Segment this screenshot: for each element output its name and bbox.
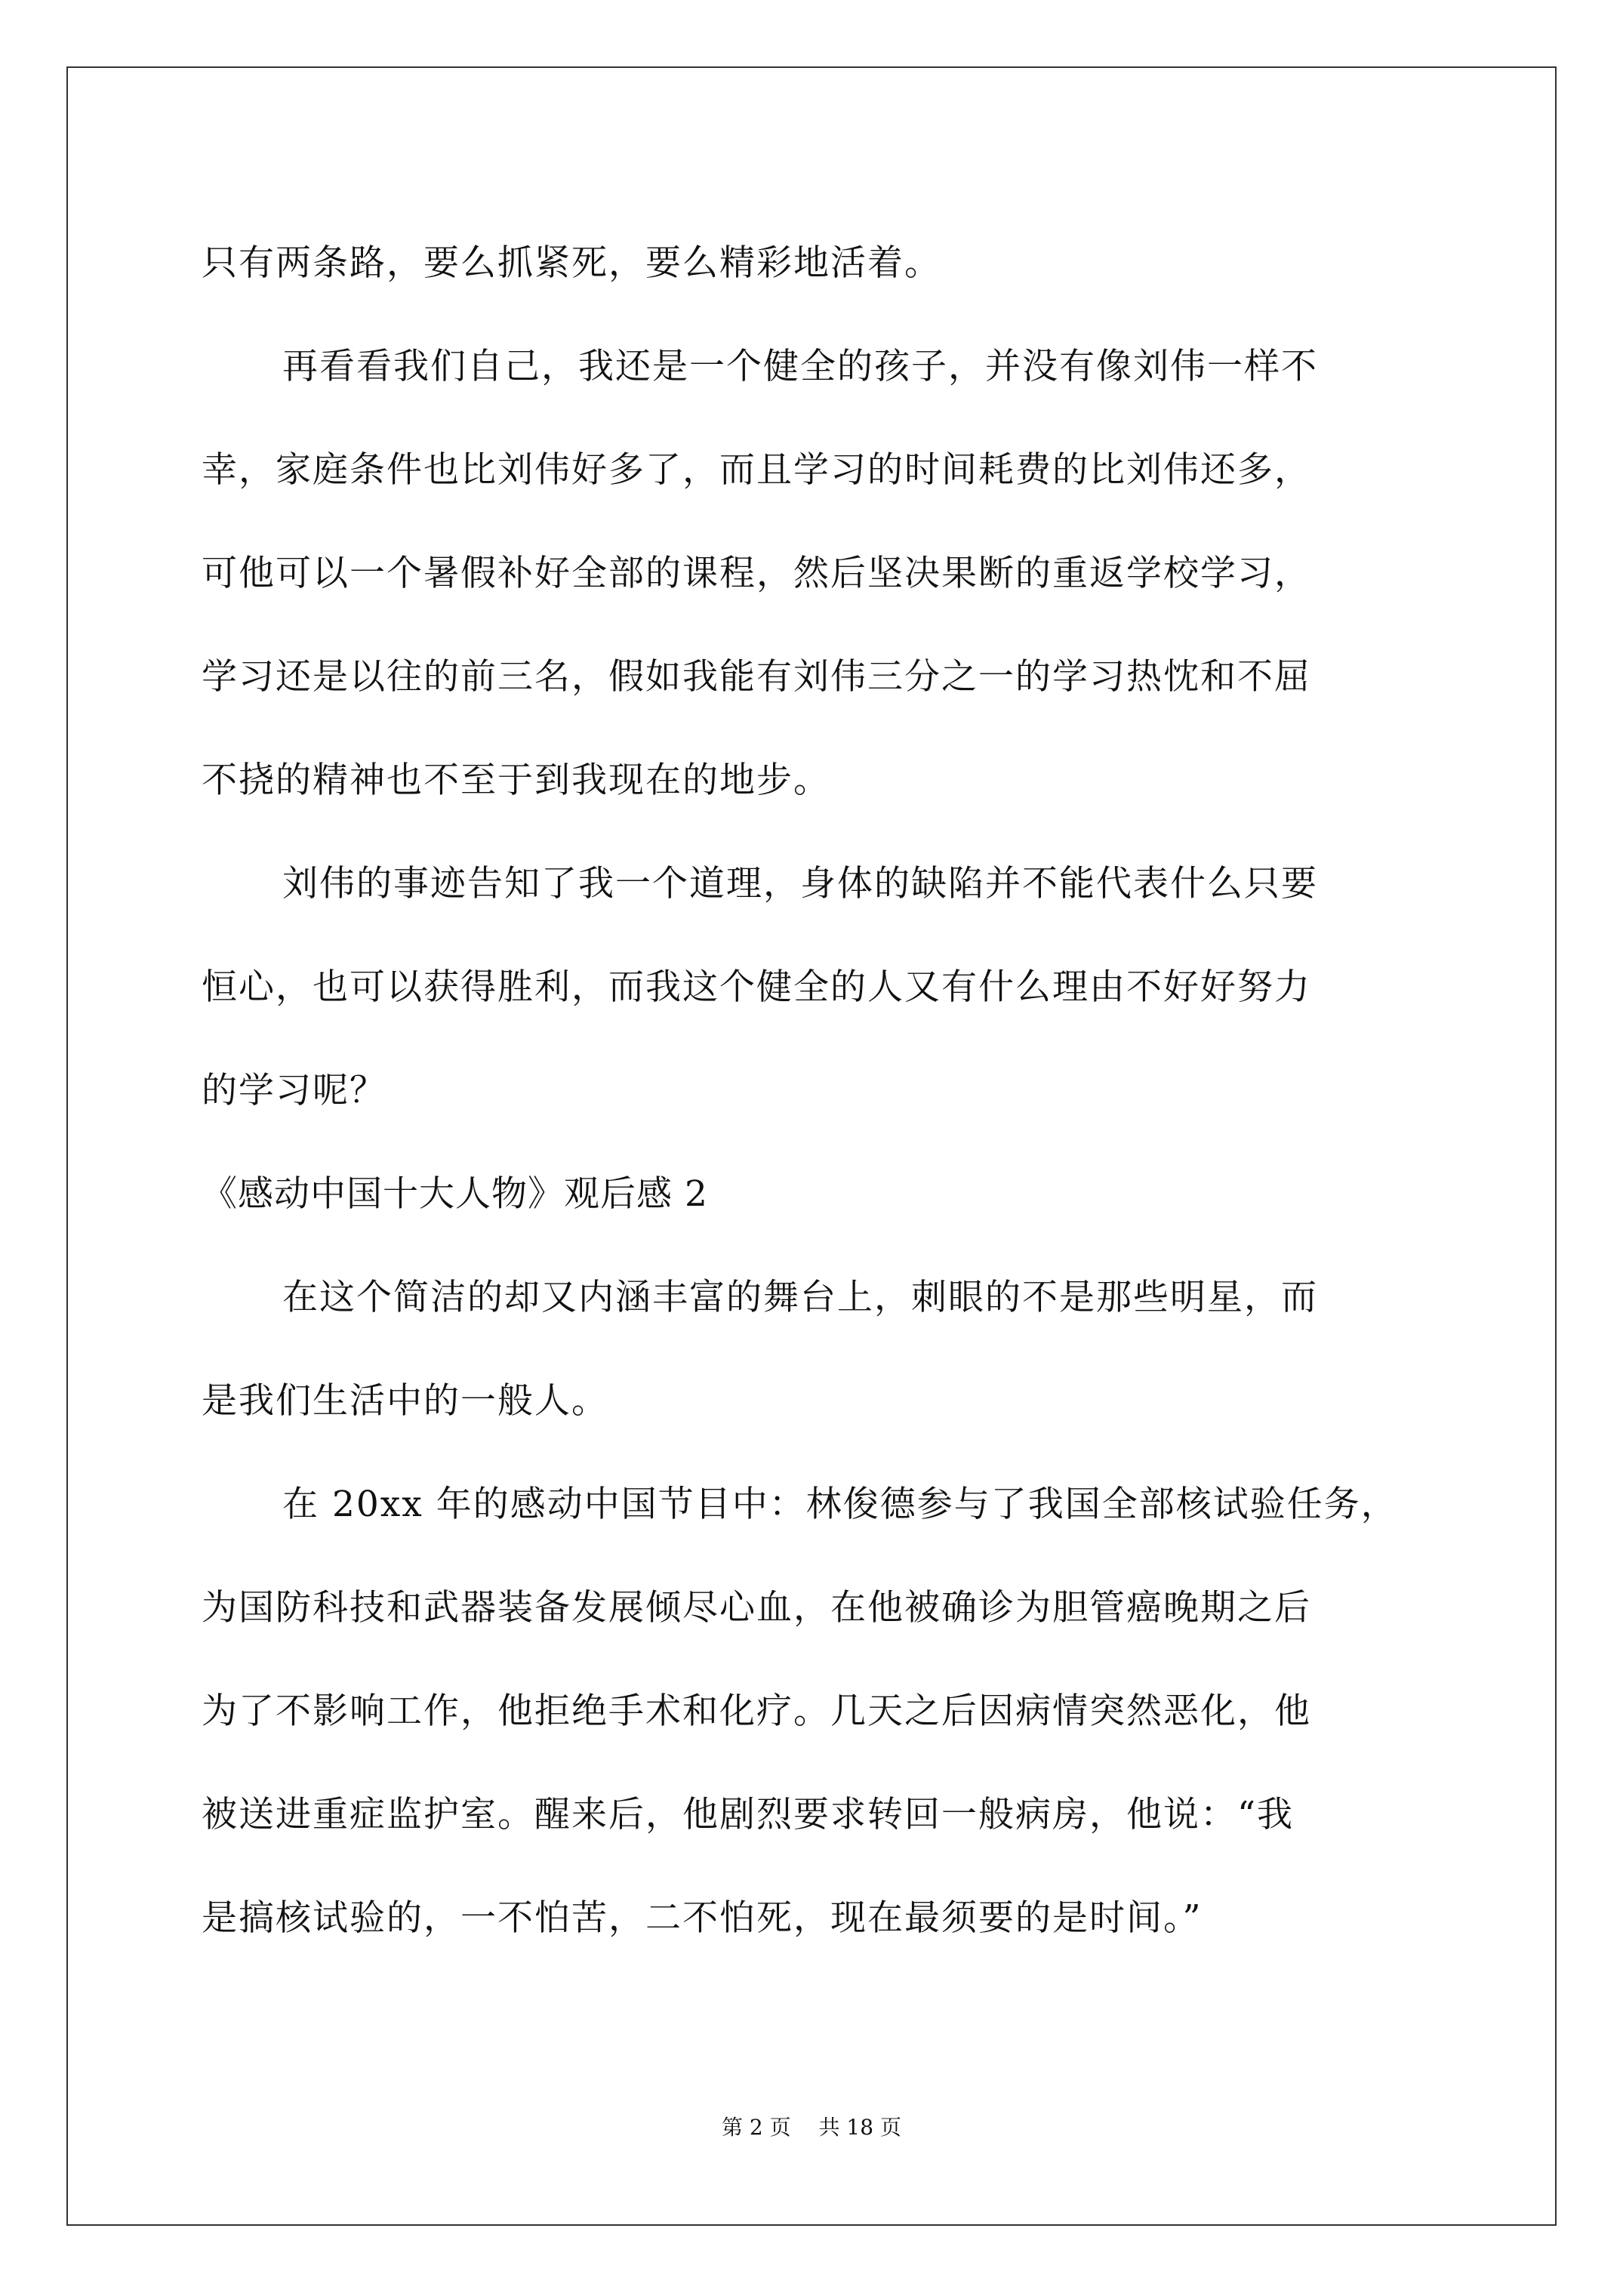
paragraph-line: 是我们生活中的一般人。 (202, 1380, 608, 1422)
section-heading: 《感动中国十大人物》观后感 2 (202, 1173, 708, 1215)
paragraph-line: 再看看我们自己，我还是一个健全的孩子，并没有像刘伟一样不 (282, 346, 1318, 387)
paragraph-line: 是搞核试验的，一不怕苦，二不怕死，现在最须要的是时间。” (202, 1897, 1203, 1939)
document-body (202, 211, 1434, 1970)
paragraph-line: 在 20xx 年的感动中国节目中：林俊德参与了我国全部核试验任务， (282, 1484, 1398, 1525)
paragraph-line: 幸，家庭条件也比刘伟好多了，而且学习的时间耗费的比刘伟还多， (202, 449, 1311, 491)
paragraph-line: 被送进重症监护室。醒来后，他剧烈要求转回一般病房，他说：“我 (202, 1794, 1295, 1835)
paragraph-line: 为了不影响工作，他拒绝手术和化疗。几天之后因病情突然恶化，他 (202, 1690, 1311, 1732)
paragraph-line: 恒心，也可以获得胜利，而我这个健全的人又有什么理由不好好努力 (202, 966, 1311, 1008)
paragraph-line: 不挠的精神也不至于到我现在的地步。 (202, 760, 830, 801)
paragraph-line: 在这个简洁的却又内涵丰富的舞台上，刺眼的不是那些明星，而 (282, 1277, 1318, 1318)
paragraph-line: 的学习呢？ (202, 1070, 387, 1111)
paragraph-line: 刘伟的事迹告知了我一个道理，身体的缺陷并不能代表什么只要 (282, 863, 1318, 905)
paragraph-line: 可他可以一个暑假补好全部的课程，然后坚决果断的重返学校学习， (202, 553, 1311, 594)
page-number-footer: 第 2 页 共 18 页 (722, 2115, 901, 2140)
paragraph-line: 学习还是以往的前三名，假如我能有刘伟三分之一的学习热忱和不屈 (202, 656, 1311, 698)
paragraph-line: 为国防科技和武器装备发展倾尽心血，在他被确诊为胆管癌晚期之后 (202, 1587, 1311, 1629)
paragraph-line: 只有两条路，要么抓紧死，要么精彩地活着。 (202, 242, 941, 284)
